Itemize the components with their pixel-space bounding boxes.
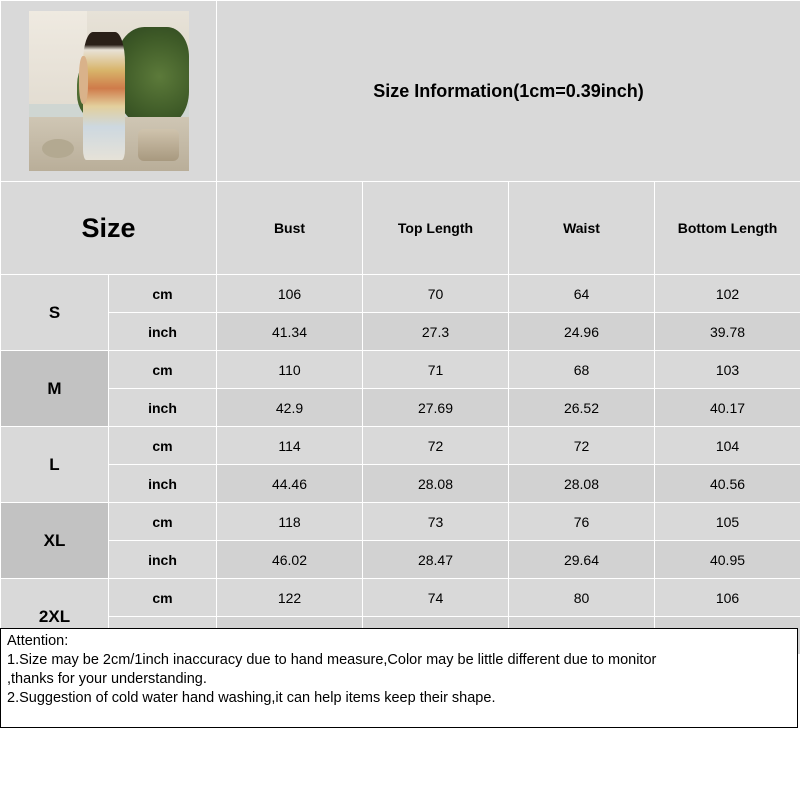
photo-planter (138, 129, 180, 161)
cell-s-cm-bust: 106 (217, 275, 363, 313)
attention-line-3: 2.Suggestion of cold water hand washing,it can help items keep their shape. (7, 690, 496, 706)
cell-s-cm-waist: 64 (509, 275, 655, 313)
cell-l-cm-bottom-length: 104 (655, 427, 800, 465)
table-row (1, 541, 800, 579)
table-row (1, 503, 800, 541)
attention-line-2: ,thanks for your understanding. (7, 671, 207, 687)
cell-s-cm-top-length: 70 (363, 275, 509, 313)
photo-model (83, 32, 125, 160)
chart-title: Size Information(1cm=0.39inch) (217, 1, 800, 182)
cell-m-cm-bust: 110 (217, 351, 363, 389)
cell-s-inch-bust: 41.34 (217, 313, 363, 351)
table-row (1, 579, 800, 617)
size-label-m: M (1, 351, 109, 427)
attention-heading: Attention: (7, 633, 69, 649)
bottom-spacer (0, 728, 800, 800)
cell-m-cm-top-length: 71 (363, 351, 509, 389)
cell-m-inch-bust: 42.9 (217, 389, 363, 427)
cell-xl-cm-bottom-length: 105 (655, 503, 800, 541)
product-photo-frame (29, 11, 189, 171)
cell-m-inch-waist: 26.52 (509, 389, 655, 427)
cell-l-cm-waist: 72 (509, 427, 655, 465)
size-label-xl: XL (1, 503, 109, 579)
unit-inch: inch (109, 541, 217, 579)
table-row (1, 275, 800, 313)
attention-block (0, 628, 798, 728)
size-label-l: L (1, 427, 109, 503)
table-row (1, 313, 800, 351)
cell-s-inch-top-length: 27.3 (363, 313, 509, 351)
attention-line-1: 1.Size may be 2cm/1inch inaccuracy due to hand measure,Color may be little different due to monitor (7, 652, 657, 668)
cell-l-inch-top-length: 28.08 (363, 465, 509, 503)
unit-cm: cm (109, 579, 217, 617)
cell-xl-inch-waist: 29.64 (509, 541, 655, 579)
cell-s-cm-bottom-length: 102 (655, 275, 800, 313)
unit-cm: cm (109, 427, 217, 465)
cell-s-inch-bottom-length: 39.78 (655, 313, 800, 351)
table-row (1, 389, 800, 427)
cell-xl-inch-bust: 46.02 (217, 541, 363, 579)
cell-s-inch-waist: 24.96 (509, 313, 655, 351)
unit-inch: inch (109, 389, 217, 427)
table-row (1, 351, 800, 389)
column-header-top-length: Top Length (363, 182, 509, 275)
cell-xl-cm-top-length: 73 (363, 503, 509, 541)
photo-model-arm (79, 56, 89, 104)
cell-2xl-cm-bust: 122 (217, 579, 363, 617)
cell-2xl-cm-bottom-length: 106 (655, 579, 800, 617)
header-band (1, 1, 800, 182)
photo-bush-right (115, 27, 189, 126)
cell-m-inch-top-length: 27.69 (363, 389, 509, 427)
size-label-2xl: 2XL (1, 579, 109, 655)
cell-l-inch-bottom-length: 40.56 (655, 465, 800, 503)
photo-stone (42, 139, 74, 158)
cell-l-inch-waist: 28.08 (509, 465, 655, 503)
unit-cm: cm (109, 351, 217, 389)
table-row (1, 465, 800, 503)
unit-inch: inch (109, 313, 217, 351)
cell-2xl-cm-top-length: 74 (363, 579, 509, 617)
unit-inch: inch (109, 465, 217, 503)
cell-xl-cm-waist: 76 (509, 503, 655, 541)
cell-xl-cm-bust: 118 (217, 503, 363, 541)
cell-m-inch-bottom-length: 40.17 (655, 389, 800, 427)
unit-cm: cm (109, 503, 217, 541)
column-header-bottom-length: Bottom Length (655, 182, 800, 275)
table-row (1, 427, 800, 465)
unit-cm: cm (109, 275, 217, 313)
size-header: Size (1, 182, 217, 275)
column-header-waist: Waist (509, 182, 655, 275)
column-header-bust: Bust (217, 182, 363, 275)
column-header-row (1, 182, 800, 275)
product-photo (1, 1, 217, 182)
size-label-s: S (1, 275, 109, 351)
cell-l-cm-bust: 114 (217, 427, 363, 465)
cell-m-cm-bottom-length: 103 (655, 351, 800, 389)
cell-xl-inch-top-length: 28.47 (363, 541, 509, 579)
cell-l-inch-bust: 44.46 (217, 465, 363, 503)
cell-2xl-cm-waist: 80 (509, 579, 655, 617)
cell-m-cm-waist: 68 (509, 351, 655, 389)
cell-l-cm-top-length: 72 (363, 427, 509, 465)
cell-xl-inch-bottom-length: 40.95 (655, 541, 800, 579)
